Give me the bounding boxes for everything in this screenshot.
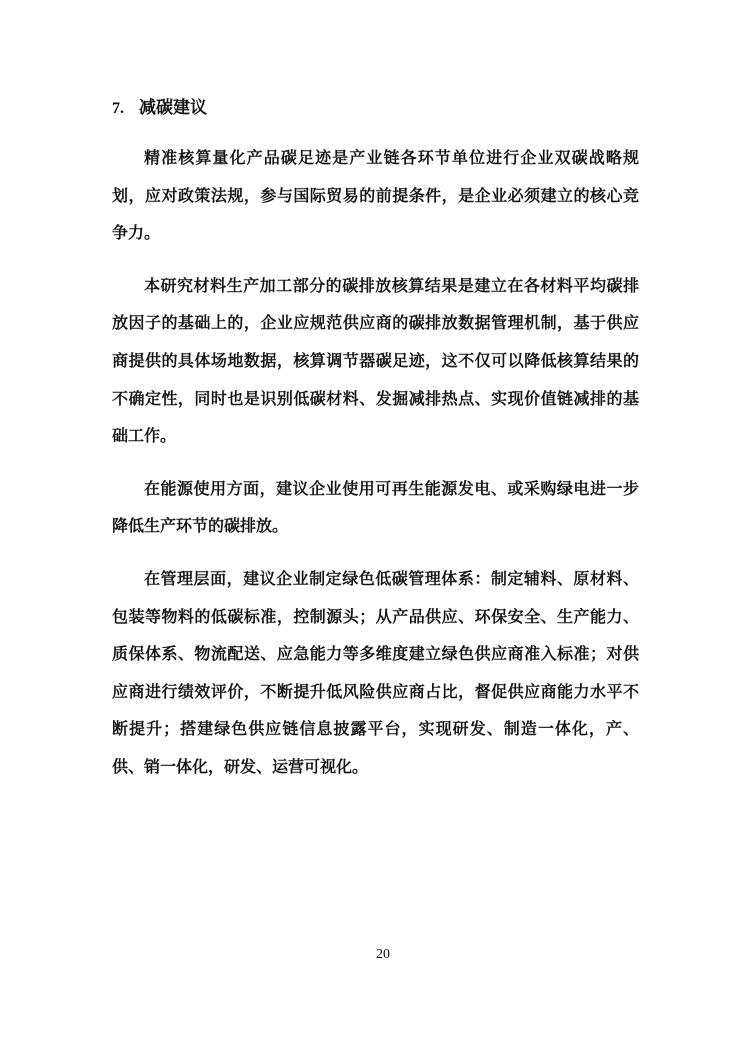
paragraph-supplier-data-management: 本研究材料生产加工部分的碳排放核算结果是建立在各材料平均碳排放因子的基础上的，企业应规范供应商的碳排放数据管理机制，基于供应商提供的具体场地数据，核算调节器碳足迹，这不仅可以降低核算结果的不确定性，同时也是识别低碳材料、发掘减排热点、实现价值链减排的基础工作。 — [112, 277, 639, 446]
paragraph-green-management-system: 在管理层面，建议企业制定绿色低碳管理体系：制定辅料、原材料、包装等物料的低碳标准，控制源头；从产品供应、环保安全、生产能力、质保体系、物流配送、应急能力等多维度建立绿色供应商准入标准；对供应商进行绩效评价，不断提升低风险供应商占比，督促供应商能力水平不断提升；搭建绿色供应链信息披露平台，实现研发、制造一体化，产、供、销一体化，研发、运营可视化。 — [112, 570, 639, 776]
section-title: 减碳建议 — [139, 98, 207, 117]
paragraph-renewable-energy: 在能源使用方面，建议企业使用可再生能源发电、或采购绿电进一步降低生产环节的碳排放。 — [112, 480, 639, 536]
paragraph-carbon-footprint-accounting: 精准核算量化产品碳足迹是产业链各环节单位进行企业双碳战略规划，应对政策法规，参与国际贸易的前提条件，是企业必须建立的核心竞争力。 — [112, 150, 639, 243]
page-content — [112, 94, 639, 802]
section-heading — [112, 94, 639, 123]
page-number: 20 — [376, 947, 390, 962]
section-number: 7. — [112, 100, 124, 117]
